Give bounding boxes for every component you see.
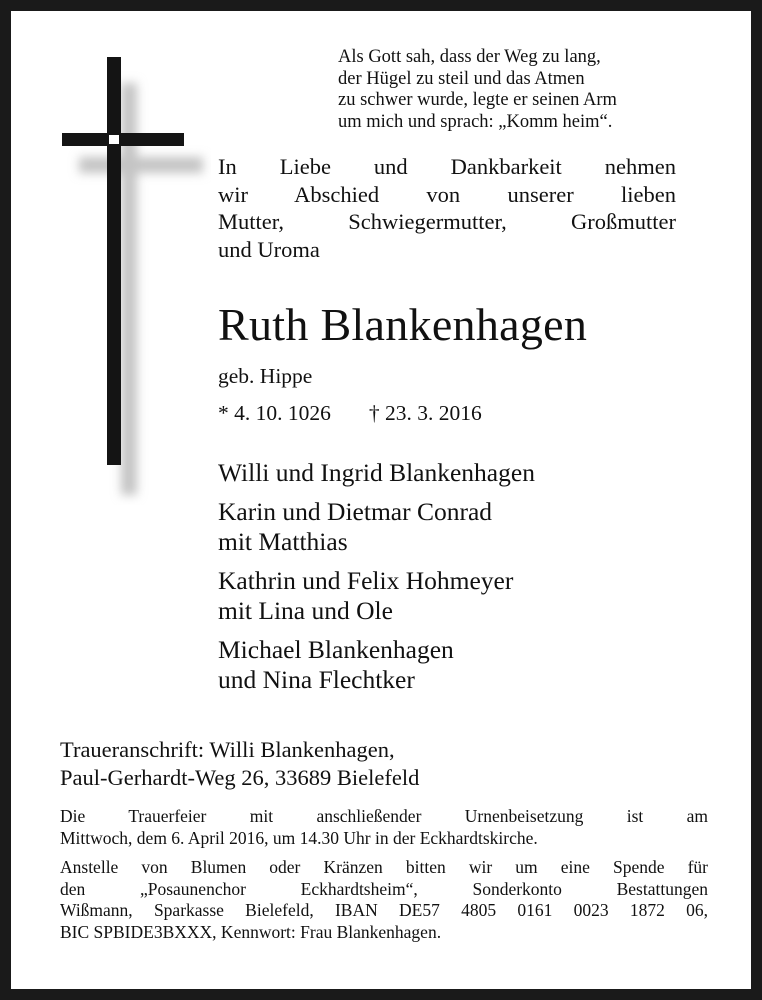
poem-line: Als Gott sah, dass der Weg zu lang, bbox=[338, 47, 601, 67]
mourner-group bbox=[218, 566, 535, 626]
intro-line: wir Abschied von unserer lieben bbox=[218, 181, 676, 207]
mourner-group bbox=[218, 497, 535, 557]
mourner-line: und Nina Flechtker bbox=[218, 665, 415, 694]
mourner-line: mit Lina und Ole bbox=[218, 596, 393, 625]
intro-text bbox=[218, 153, 676, 263]
mourner-line: Karin und Dietmar Conrad bbox=[218, 497, 493, 526]
poem-line: um mich und sprach: „Komm heim“. bbox=[338, 111, 613, 132]
donation-line: BIC SPBIDE3BXXX, Kennwort: Frau Blankenhagen. bbox=[60, 921, 442, 942]
cross-icon bbox=[51, 45, 211, 505]
poem-line: der Hügel zu steil und das Atmen bbox=[338, 68, 585, 89]
intro-line: Mutter, Schwiegermutter, Großmutter bbox=[218, 209, 676, 234]
poem-line: zu schwer wurde, legte er seinen Arm bbox=[338, 90, 617, 110]
donation-line: den „Posaunenchor Eckhardtsheim“, Sonderkonto Bestattungen bbox=[60, 878, 708, 899]
mourner-group bbox=[218, 635, 535, 695]
address-line: Traueranschrift: Willi Blankenhagen, bbox=[60, 737, 395, 762]
ceremony-line: Mittwoch, dem 6. April 2016, um 14.30 Uhr in der Eckhardtskirche. bbox=[60, 827, 538, 848]
deceased-name: Ruth Blankenhagen bbox=[218, 299, 588, 350]
mourner-line: Willi und Ingrid Blankenhagen bbox=[218, 458, 535, 487]
ceremony-line: Die Trauerfeier mit anschließender Urnenbeisetzung ist am bbox=[60, 806, 708, 826]
death-date: † 23. 3. 2016 bbox=[368, 401, 482, 425]
maiden-name: geb. Hippe bbox=[218, 364, 313, 388]
donation-line: Wißmann, Sparkasse Bielefeld, IBAN DE57 4805 0161 0023 1872 06, bbox=[60, 900, 708, 920]
intro-line: und Uroma bbox=[218, 236, 320, 262]
poem bbox=[338, 47, 698, 133]
mourner-line: mit Matthias bbox=[218, 527, 348, 556]
donation-line: Anstelle von Blumen oder Kränzen bitten wir um eine Spende für bbox=[60, 857, 708, 877]
cross-center-highlight bbox=[109, 135, 119, 144]
birth-date: * 4. 10. 1026 bbox=[218, 401, 331, 425]
mourners-list bbox=[218, 458, 535, 704]
mourning-address bbox=[60, 736, 419, 791]
address-line: Paul-Gerhardt-Weg 26, 33689 Bielefeld bbox=[60, 764, 420, 790]
mourner-line: Michael Blankenhagen bbox=[218, 635, 454, 664]
mourner-group bbox=[218, 458, 535, 488]
life-dates bbox=[218, 400, 482, 426]
mourner-line: Kathrin und Felix Hohmeyer bbox=[218, 566, 514, 595]
funeral-notice bbox=[60, 806, 708, 943]
intro-line: In Liebe und Dankbarkeit nehmen bbox=[218, 154, 676, 179]
